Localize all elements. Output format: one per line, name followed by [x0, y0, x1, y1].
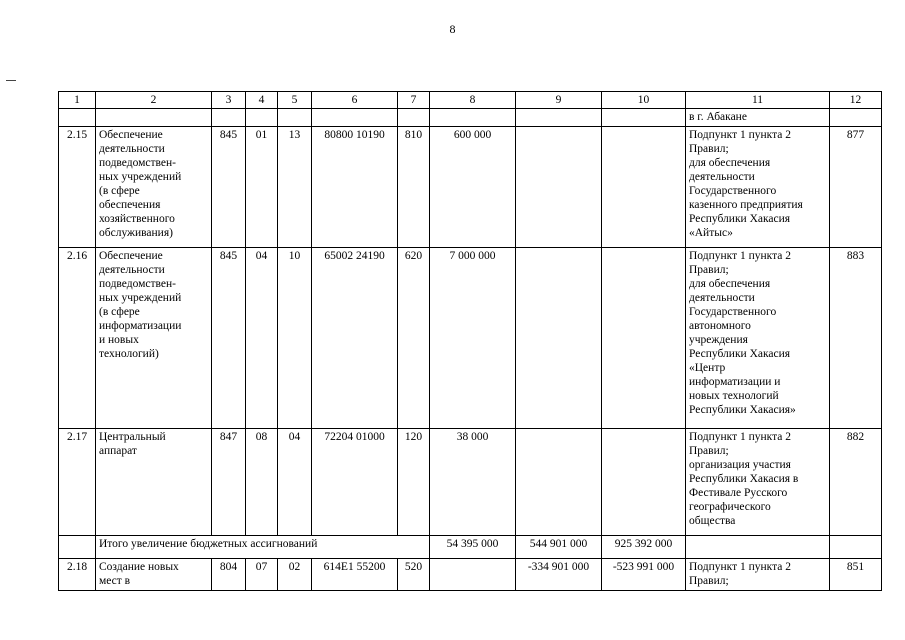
basis-cell: Подпункт 1 пункта 2 Правил; организация участия Республики Хакасия в Фестивале Русского географического общества [686, 429, 830, 536]
code-cell: 120 [398, 429, 430, 536]
table-row [59, 429, 882, 536]
code-cell: 72204 01000 [312, 429, 398, 536]
code-cell: 810 [398, 127, 430, 248]
column-header: 3 [212, 92, 246, 109]
header-row [59, 92, 882, 109]
amount-cell [602, 248, 686, 429]
basis-cell: Подпункт 1 пункта 2 Правил; для обеспечения деятельности Государственного казенного предприятия Республики Хакасия «Айтыс» [686, 127, 830, 248]
column-header: 7 [398, 92, 430, 109]
item-name: Обеспечение деятельности подведомствен- ных учреждений (в сфере информатизации и новых технологий) [96, 248, 212, 429]
code-cell: 847 [212, 429, 246, 536]
code-cell: 882 [830, 429, 882, 536]
amount-cell [602, 429, 686, 536]
code-cell: 620 [398, 248, 430, 429]
column-header: 2 [96, 92, 212, 109]
amount-cell [516, 127, 602, 248]
code-cell: 08 [246, 429, 278, 536]
amount-cell: 600 000 [430, 127, 516, 248]
amount-cell [602, 127, 686, 248]
budget-table [58, 91, 882, 591]
code-cell: 851 [830, 559, 882, 591]
column-header: 5 [278, 92, 312, 109]
amount-cell: -523 991 000 [602, 559, 686, 591]
column-header: 1 [59, 92, 96, 109]
table-row [59, 127, 882, 248]
margin-mark [6, 80, 16, 81]
code-cell: 80800 10190 [312, 127, 398, 248]
item-name: Создание новых мест в [96, 559, 212, 591]
total-amount: 544 901 000 [516, 536, 602, 559]
total-amount: 54 395 000 [430, 536, 516, 559]
code-cell: 845 [212, 127, 246, 248]
code-cell: 04 [278, 429, 312, 536]
column-header: 4 [246, 92, 278, 109]
code-cell: 13 [278, 127, 312, 248]
amount-cell: -334 901 000 [516, 559, 602, 591]
code-cell: 877 [830, 127, 882, 248]
item-name: Обеспечение деятельности подведомствен- ных учреждений (в сфере обеспечения хозяйственного обслуживания) [96, 127, 212, 248]
row-number: 2.18 [59, 559, 96, 591]
column-header: 9 [516, 92, 602, 109]
row-number: 2.17 [59, 429, 96, 536]
code-cell: 614E1 55200 [312, 559, 398, 591]
code-cell: 520 [398, 559, 430, 591]
total-label: Итого увеличение бюджетных ассигнований [96, 536, 430, 559]
code-cell: 02 [278, 559, 312, 591]
code-cell: 883 [830, 248, 882, 429]
item-name: Центральный аппарат [96, 429, 212, 536]
row-number: 2.15 [59, 127, 96, 248]
code-cell: 07 [246, 559, 278, 591]
code-cell: 04 [246, 248, 278, 429]
amount-cell [430, 559, 516, 591]
row-number: 2.16 [59, 248, 96, 429]
basis-cell: Подпункт 1 пункта 2 Правил; [686, 559, 830, 591]
basis-cell: Подпункт 1 пункта 2 Правил; для обеспечения деятельности Государственного автономного учреждения Республики Хакасия «Центр информатизации и новых технологий Республики Хакасия» [686, 248, 830, 429]
total-amount: 925 392 000 [602, 536, 686, 559]
code-cell: 01 [246, 127, 278, 248]
column-header: 11 [686, 92, 830, 109]
column-header: 8 [430, 92, 516, 109]
amount-cell [516, 429, 602, 536]
amount-cell: 7 000 000 [430, 248, 516, 429]
column-header: 10 [602, 92, 686, 109]
basis-cell: в г. Абакане [686, 109, 830, 127]
column-header: 12 [830, 92, 882, 109]
amount-cell [516, 248, 602, 429]
code-cell: 10 [278, 248, 312, 429]
code-cell: 845 [212, 248, 246, 429]
amount-cell: 38 000 [430, 429, 516, 536]
code-cell: 65002 24190 [312, 248, 398, 429]
total-row [59, 536, 882, 559]
table-row [59, 559, 882, 591]
table-row-continued [59, 109, 882, 127]
column-header: 6 [312, 92, 398, 109]
code-cell: 804 [212, 559, 246, 591]
page-number: 8 [449, 22, 456, 36]
table-row [59, 248, 882, 429]
